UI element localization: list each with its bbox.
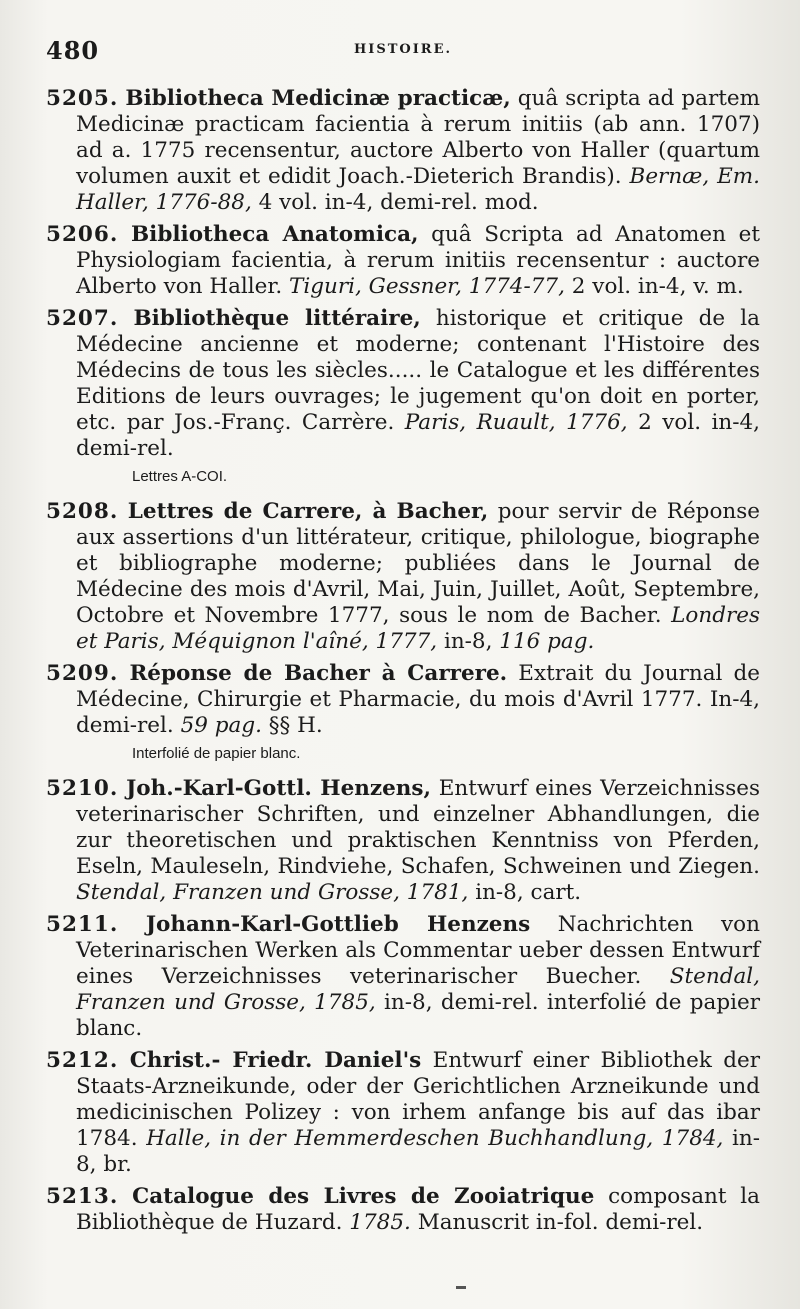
entry-number: 5212. bbox=[46, 1048, 119, 1073]
catalogue-entry bbox=[46, 776, 760, 906]
entry-number: 5207. bbox=[46, 306, 119, 331]
entry-imprint: Londres et Paris, Méquignon l'aîné, 1777, bbox=[76, 603, 760, 654]
entry-title: Réponse de Bacher à Carrere. bbox=[129, 661, 508, 686]
entry-note: Interfolié de papier blanc. bbox=[132, 745, 301, 762]
entry-extent: 2 vol. in-4, v. m. bbox=[564, 274, 744, 299]
catalogue-entry bbox=[46, 306, 760, 462]
entry-number: 5210. bbox=[46, 776, 119, 801]
entry-text: Nachrichten von Veterinarischen Werken als Commentar ueber dessen Entwurf eines Verzeichnisses veterinarischer Buecher. bbox=[76, 912, 760, 989]
catalogue-entry bbox=[46, 912, 760, 1042]
entry-text: quâ Scripta ad Anatomen et Physiologiam facientia, à rerum initiis recensentur : auctore Alberto von Haller. bbox=[76, 222, 760, 299]
entry-title: Bibliothèque littéraire, bbox=[133, 306, 421, 331]
catalogue-entry bbox=[46, 222, 760, 300]
entry-number: 5213. bbox=[46, 1184, 119, 1209]
entry-title: Bibliotheca Medicinæ practicæ, bbox=[125, 86, 511, 111]
entry-imprint: Stendal, Franzen und Grosse, 1781, bbox=[76, 880, 469, 905]
entry-text: composant la Bibliothèque de Huzard. bbox=[76, 1184, 761, 1235]
entry-number: 5205. bbox=[46, 86, 119, 111]
entry-title: Bibliotheca Anatomica, bbox=[130, 222, 419, 247]
entry-imprint: Tiguri, Gessner, 1774-77, bbox=[289, 274, 565, 299]
entry-title: Lettres de Carrere, à Bacher, bbox=[127, 499, 489, 524]
entry-imprint: Halle, in der Hemmerdeschen Buchhandlung, 1784, bbox=[146, 1126, 724, 1151]
entry-extent: in-8, demi-rel. interfolié de papier blanc. bbox=[76, 990, 760, 1041]
entry-pagination: 116 pag. bbox=[492, 629, 595, 654]
entry-title: Joh.-Karl-Gottl. Henzens, bbox=[126, 776, 431, 801]
catalogue-entry bbox=[46, 1048, 760, 1178]
entry-title: Christ.- Friedr. Daniel's bbox=[129, 1048, 422, 1073]
entry-extent: in-8, bbox=[437, 629, 493, 654]
entry-text: Extrait du Journal de Médecine, Chirurgie et Pharmacie, du mois d'Avril 1777. In-4, demi-rel. bbox=[76, 661, 760, 738]
entry-extent: in-8, cart. bbox=[468, 880, 582, 905]
entry-extent: in-8, br. bbox=[76, 1126, 760, 1177]
page-number: 480 bbox=[46, 36, 100, 65]
entry-title: Johann-Karl-Gottlieb Henzens bbox=[145, 912, 531, 937]
entry-number: 5208. bbox=[46, 499, 119, 524]
entry-extent: 2 vol. in-4, demi-rel. bbox=[76, 410, 761, 461]
catalogue-entry bbox=[46, 661, 760, 739]
entry-text: Entwurf eines Verzeichnisses veterinarischer Schriften, und einzelner Abhandlungen, die zur theoretischen und praktischen Kenntniss von Pferden, Eseln, Mauleseln, Rindviehe, Schafen, Schweinen und Ziegen. bbox=[76, 776, 760, 879]
page-header bbox=[46, 36, 760, 76]
entry-number: 5209. bbox=[46, 661, 119, 686]
entry-text: pour servir de Réponse aux assertions d'un littérateur, critique, philologue, biographe et bibliographe moderne; publiées dans le Journal de Médecine des mois d'Avril, Mai, Juin, Juillet, Août, Septembre, Octobre et Novembre 1777, sous le nom de Bacher. bbox=[76, 499, 760, 628]
catalogue-entry bbox=[46, 86, 760, 216]
running-head: HISTOIRE. bbox=[353, 42, 453, 57]
catalogue-entry bbox=[46, 1184, 760, 1236]
entry-imprint: Bernæ, Em. Haller, 1776-88, bbox=[76, 164, 760, 215]
entry-number: 5211. bbox=[46, 912, 119, 937]
entry-imprint: 59 pag. bbox=[180, 713, 262, 738]
entry-imprint: 1785. bbox=[349, 1210, 411, 1235]
entry-text: historique et critique de la Médecine ancienne et moderne; contenant l'Histoire des Médecins de tous les siècles..... le Catalogue et les différentes Editions de leurs ouvrages; le jugement qu'on doit en porter, etc. par Jos.-Franç. Carrère. bbox=[76, 306, 760, 435]
entry-extent: 4 vol. in-4, demi-rel. mod. bbox=[251, 190, 539, 215]
entry-note: Lettres A-COI. bbox=[132, 468, 228, 485]
entry-imprint: Stendal, Franzen und Grosse, 1785, bbox=[76, 964, 760, 1015]
entry-extent: §§ H. bbox=[261, 713, 323, 738]
entry-title: Catalogue des Livres de Zooiatrique bbox=[132, 1184, 595, 1209]
entry-imprint: Paris, Ruault, 1776, bbox=[404, 410, 628, 435]
catalogue-entries bbox=[46, 86, 760, 1236]
catalogue-entry bbox=[46, 499, 760, 655]
entry-extent: Manuscrit in-fol. demi-rel. bbox=[410, 1210, 704, 1235]
entry-text: Entwurf einer Bibliothek der Staats-Arzneikunde, oder der Gerichtlichen Arzneikunde und medicinischen Polizey : von irhem anfange bis auf das ibar 1784. bbox=[76, 1048, 760, 1151]
bottom-dash-mark bbox=[456, 1286, 466, 1289]
entry-number: 5206. bbox=[46, 222, 119, 247]
entry-text: quâ scripta ad partem Medicinæ practicam facientia à rerum initiis (ab ann. 1707) ad a. 1775 recensentur, auctore Alberto von Haller (quartum volumen auxit et edidit Joach.-Dieterich Brandis). bbox=[76, 86, 760, 189]
